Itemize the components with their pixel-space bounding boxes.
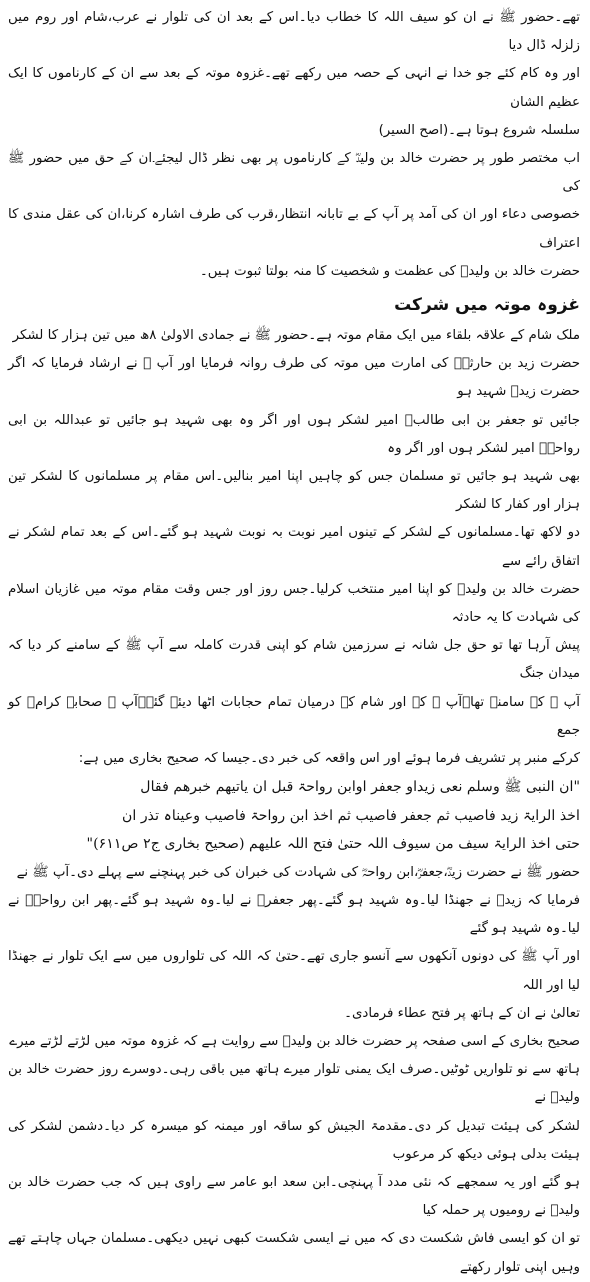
arabic-line: حتی اخذ الرایۃ سیف من سیوف اللہ حتیٰ فتح اللہ علیھم (صحیح بخاری ج۲ ص۶۱۱)"	[86, 836, 580, 853]
text-line: ہاتھ سے نو تلواریں ٹوٹیں۔صرف ایک یمنی تلوار میرے ہاتھ میں باقی رہی۔دوسرے روز حضرت خالد بن ولیدؓ نے	[8, 1062, 580, 1106]
text-line: تو ان کو ایسی فاش شکست دی کہ میں نے ایسی شکست کبھی نہیں دیکھی۔مسلمان جہاں چاہتے تھے وہیں اپنی تلوار رکھتے	[8, 1231, 580, 1275]
text-line: حضور ﷺ نے حضرت زیدؓ،جعفرؓ،ابن رواحہؓ کی شہادت کی خبران کی خبر پہنچنے سے پہلے دی۔آپ ﷺ نے	[16, 864, 580, 880]
arabic-line: اخذ الرایۃ زید فاصیب ثم جعفر فاصیب ثم اخذ ابن رواحۃ فاصیب وعیناہ تذر ان	[121, 807, 580, 824]
paragraph-nine-swords	[8, 1028, 580, 1282]
arabic-line: "ان النبی ﷺ وسلم نعی زیداو جعفر اوابن رواحۃ قبل ان یاتیھم خبرھم فقال	[140, 779, 580, 796]
text-line: اور آپ ﷺ کی دونوں آنکھوں سے آنسو جاری تھے۔حتیٰ کہ اللہ کی تلواروں میں سے ایک تلوار نے جھنڈا لیا اور اللہ	[8, 949, 580, 993]
text-line: صحیح بخاری کے اسی صفحہ پر حضرت خالد بن ولیدؓ سے روایت ہے کہ غزوہ موتہ میں لڑتے لڑتے میرے	[9, 1034, 580, 1049]
paragraph-khalid-summary	[8, 145, 580, 286]
text-line: فرمایا کہ زیدؓ نے جھنڈا لیا۔وہ شہید ہو گئے۔پھر جعفرؓ نے لیا۔وہ شہید ہو گئے۔پھر ابن رواحہؓ نے لیا۔وہ شہید ہو گئے	[8, 892, 580, 937]
text-line: پیش آرہا تھا تو حق جل شانہ نے سرزمین شام کو اپنی قدرت کاملہ سے آپ ﷺ کے سامنے کر دیا کہ میدان جنگ	[8, 638, 580, 682]
text-line: اور وہ کام کئے جو خدا نے انہی کے حصہ میں رکھے تھے۔غزوہ موتہ کے بعد سے ان کے کارناموں کا ایک عظیم الشان	[8, 66, 580, 110]
text-line: خصوصی دعاء اور ان کی آمد پر آپ کے بے تابانہ انتظار،قرب کی طرف اشارہ کرنا،ان کی عقل مندی کا اعتراف	[8, 207, 580, 251]
text-line: لشکر کی ہیئت تبدیل کر دی۔مقدمۃ الجیش کو ساقہ اور میمنہ کو میسرہ کر دیا۔دشمن لشکر کی ہیئت بدلی ہوئی دیکھ کر مرعوب	[8, 1118, 580, 1162]
text-line: حضرت خالد بن ولیدؓ کی عظمت و شخصیت کا منہ بولتا ثبوت ہیں۔	[199, 263, 580, 279]
text-line: آپ ﷺ کے سامنے تھا۔آپ ﷺ کے اور شام کے درمیان تمام حجابات اٹھا دیئے گئے۔آپ ﷺ صحابہ کرامؓ کو جمع	[8, 694, 580, 738]
paragraph-intro	[8, 4, 580, 145]
paragraph-hadith-explanation	[8, 859, 580, 1028]
text-line: حضرت زید بن حارثہؓ کی امارت میں موتہ کی طرف روانہ فرمایا اور آپ ﷺ نے ارشاد فرمایا کہ اگر حضرت زیدؓ شہید ہو	[8, 356, 580, 400]
text-line: اب مختصر طور پر حضرت خالد بن ولیدؓ کے کارناموں پر بھی نظر ڈال لیجئے۔ان کے حق میں حضور ﷺ کی	[8, 151, 580, 195]
text-line: بھی شہید ہو جائیں تو مسلمان جس کو چاہیں اپنا امیر بنالیں۔اس مقام پر مسلمانوں کا لشکر تین ہزار اور کفار کا لشکر	[8, 469, 580, 513]
text-line: دو لاکھ تھا۔مسلمانوں کے لشکر کے تینوں امیر نوبت بہ نوبت شہید ہو گئے۔اس کے بعد تمام لشکر نے اتفاق رائے سے	[8, 525, 580, 569]
text-line: جائیں تو جعفر بن ابی طالبؓ امیر لشکر ہوں اور اگر وہ بھی شہید ہو جائیں تو عبداللہ بن ابی رواحہؓ امیر لشکر ہوں اور اگر وہ	[8, 412, 580, 456]
text-line: ہو گئے اور یہ سمجھے کہ نئی مدد آ پہنچی۔ابن سعد ابو عامر سے راوی ہیں کہ جب حضرت خالد بن ولیدؓ نے رومیوں پر حملہ کیا	[8, 1175, 580, 1219]
text-line: سلسلہ شروع ہوتا ہے۔(اصح السیر)	[378, 122, 580, 138]
text-line: کرکے منبر پر تشریف فرما ہوئے اور اس واقعہ کی خبر دی۔جیسا کہ صحیح بخاری میں ہے:	[78, 751, 580, 767]
text-line: حضرت خالد بن ولیدؓ کو اپنا امیر منتخب کرلیا۔جس روز اور جس وقت مقام موتہ میں غازیان اسلام کی شہادت کا یہ حادثہ	[8, 581, 580, 626]
text-line: تھے۔حضور ﷺ نے ان کو سیف اللہ کا خطاب دیا۔اس کے بعد ان کی تلوار نے عرب،شام اور روم میں زلزلہ ڈال دیا	[8, 10, 580, 54]
paragraph-battle-of-mutah	[8, 322, 580, 773]
text-line: تعالیٰ نے ان کے ہاتھ پر فتح عطاء فرمادی۔	[344, 1005, 580, 1021]
text-line: ملک شام کے علاقہ بلقاء میں ایک مقام موتہ ہے۔حضور ﷺ نے جمادی الاولیٰ ۸ھ میں تین ہزار کا لشکر	[12, 328, 580, 344]
arabic-hadith-quote	[8, 773, 580, 859]
section-heading: غزوہ موتہ میں شرکت	[394, 295, 580, 316]
